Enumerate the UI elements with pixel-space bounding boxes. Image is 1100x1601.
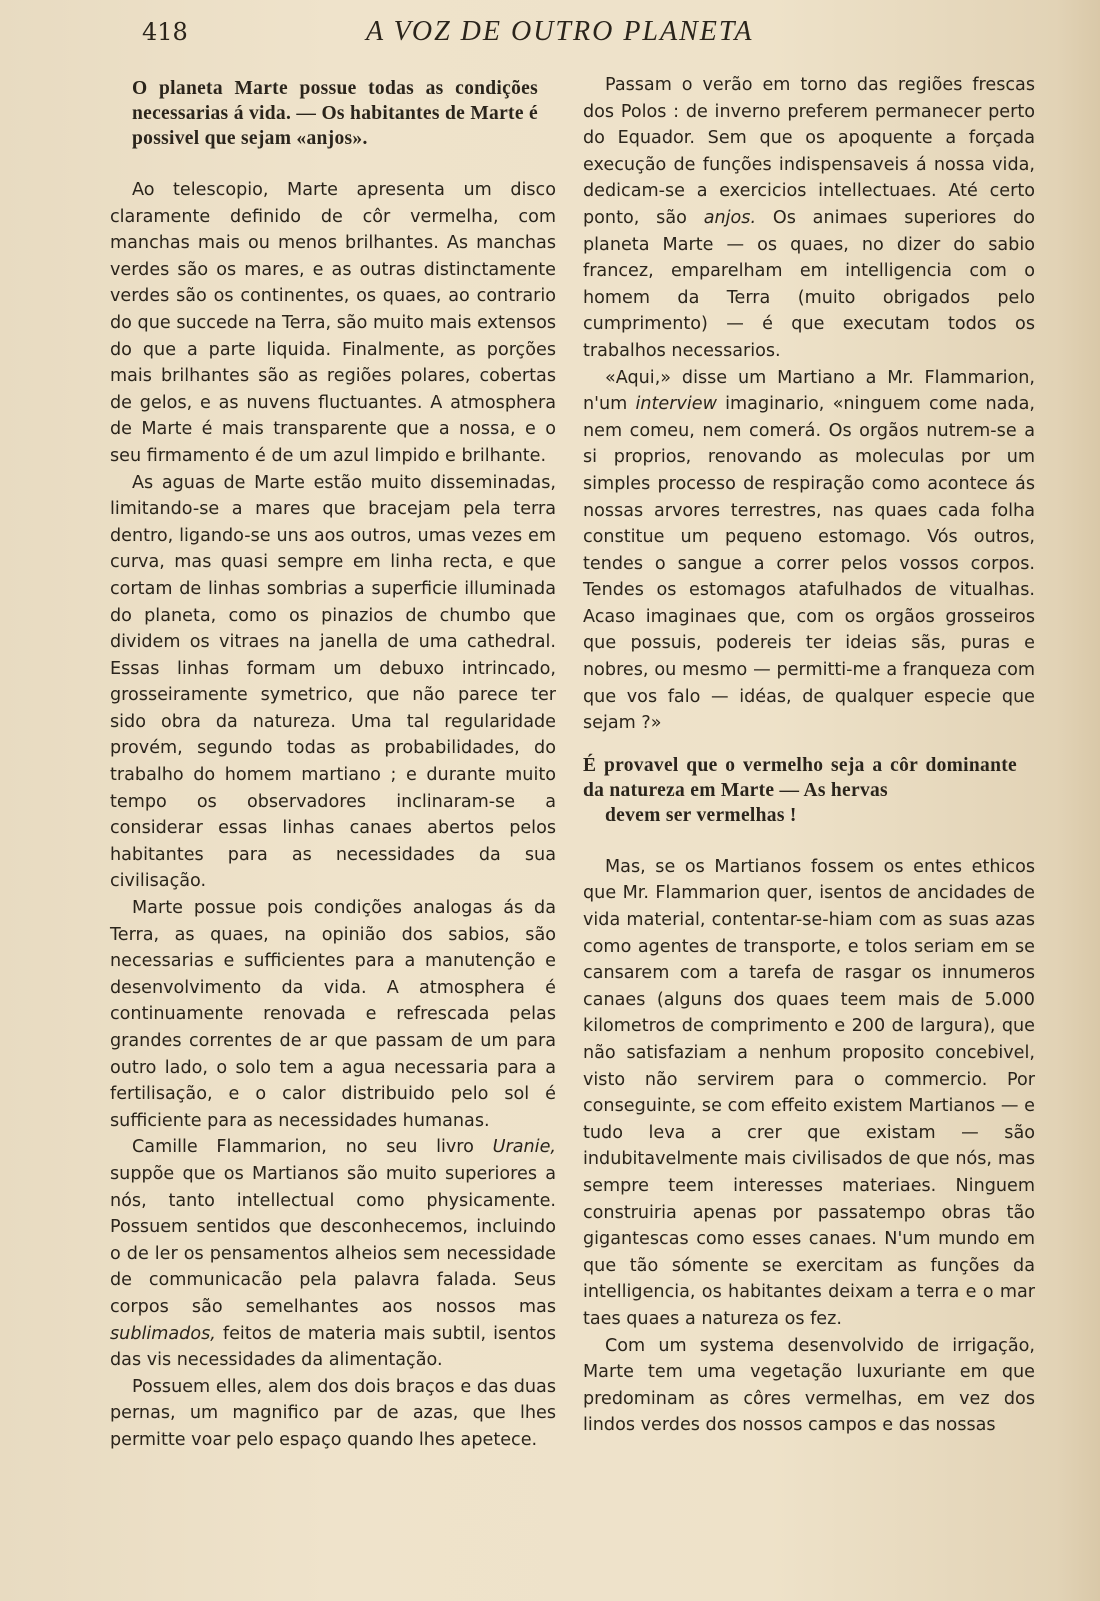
paragraph-martian-quote	[583, 365, 1035, 737]
section-heading-red-vegetation	[583, 753, 1035, 828]
page-header	[0, 14, 1100, 58]
paragraph-ethics: Mas, se os Martianos fossem os entes ethicos que Mr. Flammarion quer, isentos de ancidades de vida material, contentar-se-hiam com as suas azas como agentes de transporte, e tolos seriam em se cansarem com a tarefa de rasgar os innumeros canaes (alguns dos quaes teem mais de 5.000 kilometros de comprimento e 200 de largura), que não satisfaziam a nenhum proposito concebivel, visto não servirem para o commercio. Por conseguinte, se com effeito existem Martianos — e tudo leva a crer que existam — são indubitavelmente mais civilisados de que nós, mas sempre teem interesses materiaes. Ninguem construiria apenas por passatempo obras tão gigantescas como esses canaes. N'um mundo em que tão sómente se exercitam as funções da intelligencia, os habitantes deixam a terra e o mar taes quaes a natureza os fez.	[583, 856, 1035, 1329]
page-number: 418	[142, 18, 188, 46]
paragraph-irrigation: Com um systema desenvolvido de irrigação, Marte tem uma vegetação luxuriante em que predominam as côres vermelhas, em vez dos lindos verdes dos nossos campos e das nossas	[583, 1335, 1035, 1436]
text-run: «Aqui,» disse um Martiano a Mr. Flammarion, n'um	[583, 367, 1035, 415]
paragraph-seasons	[583, 72, 1035, 365]
text-run: imaginario, «ninguem come nada, nem comeu, nem comerá. Os orgãos nutrem-se a si proprios, renovando as moleculas por um simples processo de respiração como acontece ás nossas arvores terrestres, nas quaes cada folha constitue um pequeno estomago. Vós outros, tendes o sangue a correr pelos vossos corpos. Tendes os estomagos atafulhados de vitualhas. Acaso imaginaes que, com os orgãos grosseiros que possuis, podereis ter ideias sãs, puras e nobres, ou mesmo — permitti-me a franqueza com que vos falo — idéas, de qualquer especie que sejam ?»	[583, 394, 1035, 734]
text-run: feitos de materia mais subtil, isentos das vis necessidades da alimentação.	[110, 1323, 556, 1371]
heading-line: devem ser vermelhas !	[605, 804, 797, 826]
text-run: Passam o verão em torno das regiões frescas dos Polos : de inverno preferem permanecer perto do Equador. Sem que os apoquente a forçada execução de funções indispensaveis á nossa vida, dedicam-se a exercicios intellectuaes. Até certo ponto, são	[583, 75, 1035, 228]
emphasis-sublimados: sublimados,	[110, 1323, 216, 1344]
right-column	[583, 72, 1035, 1439]
emphasis-anjos: anjos.	[703, 207, 757, 228]
book-title-uranie: Uranie,	[492, 1137, 556, 1158]
text-run: Camille Flammarion, no seu livro	[132, 1137, 493, 1158]
left-column	[110, 72, 556, 1454]
paragraph-flammarion	[110, 1134, 556, 1373]
text-run: Os animaes superiores do planeta Marte — os quaes, no dizer do sabio francez, emparelham em intelligencia com o homem da Terra (muito obrigados pelo cumprimento) — é que executam todos os trabalhos necessarios.	[583, 207, 1035, 361]
paragraph-waters: As aguas de Marte estão muito disseminadas, limitando-se a mares que bracejam pela terra dentro, ligando-se uns aos outros, umas vezes em curva, mas quasi sempre em linha recta, e que cortam de linhas sombrias a superficie illuminada do planeta, como os pinazios de chumbo que dividem os vitraes na janella de uma cathedral. Essas linhas formam um debuxo intrincado, grosseiramente symetrico, que não parece ter sido obra da natureza. Uma tal regularidade provém, segundo todas as probabilidades, do trabalho do homem martiano ; e durante muito tempo os observadores inclinaram-se a considerar essas linhas canaes abertos pelos habitantes para as necessidades da sua civilisação.	[110, 472, 556, 892]
paragraph-telescope: Ao telescopio, Marte apresenta um disco claramente definido de côr vermelha, com manchas mais ou menos brilhantes. As manchas verdes são os mares, e as outras distinctamente verdes são os continentes, os quaes, ao contrario do que succede na Terra, são muito mais extensos do que a parte liquida. Finalmente, as porções mais brilhantes são as regiões polares, cobertas de gelos, e as nuvens fluctuantes. A atmosphera de Marte é mais transparente que a nossa, e o seu firmamento é de um azul limpido e brilhante.	[110, 180, 556, 466]
running-title: A VOZ DE OUTRO PLANETA	[366, 16, 754, 47]
section-heading-mars-conditions: O planeta Marte possue todas as condições necessarias á vida. — Os habitantes de Marte é possivel que sejam «anjos».	[132, 78, 538, 149]
emphasis-interview: interview	[635, 394, 717, 415]
heading-line: É provavel que o vermelho seja a côr dominante da natureza em Marte — As hervas	[583, 754, 1017, 801]
text-run: suppõe que os Martianos são muito superiores a nós, tanto intellectual como physicamente. Possuem sentidos que desconhecemos, incluindo o de ler os pensamentos alheios sem necessidade de communicacão pela palavra falada. Seus corpos são semelhantes aos nossos mas	[110, 1163, 556, 1317]
paragraph-conditions: Marte possue pois condições analogas ás da Terra, as quaes, na opinião dos sabios, são necessarias e sufficientes para a manutenção e desenvolvimento da vida. A atmosphera é continuamente renovada e refrescada pelas grandes correntes de ar que passam de um para outro lado, o solo tem a agua necessaria para a fertilisação, e o calor distribuido pelo sol é sufficiente para as necessidades humanas.	[110, 898, 556, 1131]
paragraph-wings: Possuem elles, alem dos dois braços e das duas pernas, um magnifico par de azas, que lhes permitte voar pelo espaço quando lhes apetece.	[110, 1376, 556, 1450]
